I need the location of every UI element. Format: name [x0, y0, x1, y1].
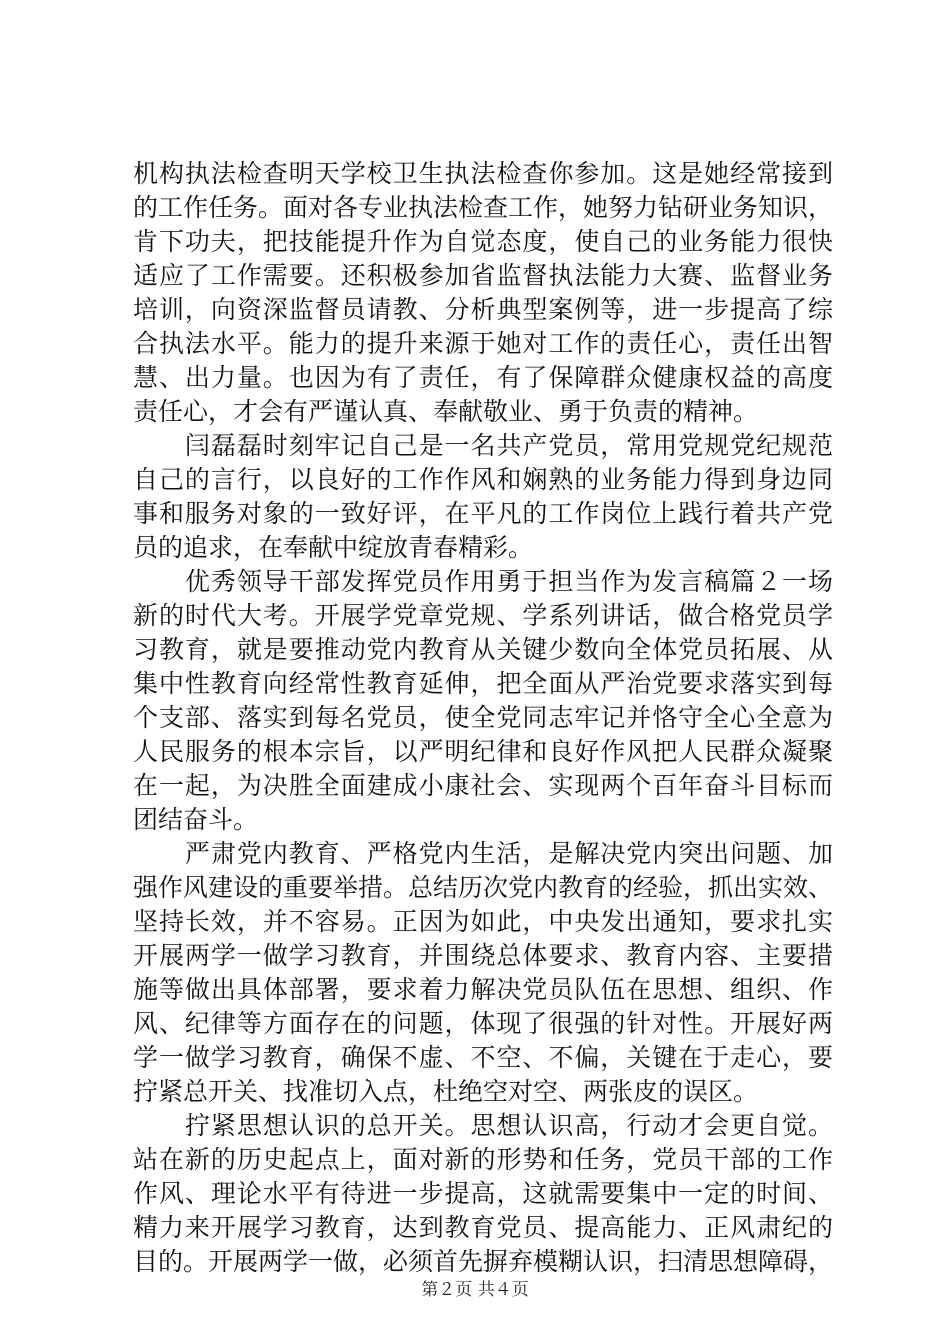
- text-line: 目的。开展两学一做，必须首先摒弃模糊认识，扫清思想障碍，: [133, 1247, 834, 1276]
- text-line: 新的时代大考。开展学党章党规、学系列讲话，做合格党员学: [133, 601, 833, 630]
- text-line: 在一起，为决胜全面建成小康社会、实现两个百年奋斗目标而: [133, 771, 833, 800]
- text-line: 坚持长效，并不容易。正因为如此，中央发出通知，要求扎实: [133, 907, 833, 936]
- text-line: 拧紧总开关、找准切入点，杜绝空对空、两张皮的误区。: [133, 1077, 759, 1106]
- page-footer: [0, 1275, 950, 1300]
- page-number: 第２页 共４页: [421, 1280, 529, 1300]
- text-line: 自己的言行，以良好的工作作风和娴熟的业务能力得到身边同: [133, 465, 833, 494]
- text-line: 施等做出具体部署，要求着力解决党员队伍在思想、组织、作: [133, 975, 833, 1004]
- text-line: 站在新的历史起点上，面对新的形势和任务，党员干部的工作: [133, 1145, 833, 1174]
- text-line: 开展两学一做学习教育，并围绕总体要求、教育内容、主要措: [133, 941, 833, 970]
- text-line: 的工作任务。面对各专业执法检查工作，她努力钻研业务知识，: [133, 193, 834, 222]
- text-line: 适应了工作需要。还积极参加省监督执法能力大赛、监督业务: [133, 261, 833, 290]
- text-line: 强作风建设的重要举措。总结历次党内教育的经验，抓出实效、: [133, 873, 834, 902]
- text-line: 合执法水平。能力的提升来源于她对工作的责任心，责任出智: [133, 329, 833, 358]
- text-line: 责任心，才会有严谨认真、奉献敬业、勇于负责的精神。: [133, 397, 759, 426]
- text-line: 学一做学习教育，确保不虚、不空、不偏，关键在于走心，要: [133, 1043, 833, 1072]
- text-line: 团结奋斗。: [133, 805, 259, 834]
- text-line: 习教育，就是要推动党内教育从关键少数向全体党员拓展、从: [133, 635, 833, 664]
- text-line: 个支部、落实到每名党员，使全党同志牢记并恪守全心全意为: [133, 703, 833, 732]
- text-line: 人民服务的根本宗旨，以严明纪律和良好作风把人民群众凝聚: [133, 737, 833, 766]
- text-line: 集中性教育向经常性教育延伸，把全面从严治党要求落实到每: [133, 669, 833, 698]
- text-line: 拧紧思想认识的总开关。思想认识高，行动才会更自觉。: [133, 1111, 833, 1140]
- text-line: 闫磊磊时刻牢记自己是一名共产党员，常用党规党纪规范: [133, 431, 833, 460]
- text-line: 精力来开展学习教育，达到教育党员、提高能力、正风肃纪的: [133, 1213, 833, 1242]
- text-line: 员的追求，在奉献中绽放青春精彩。: [133, 533, 534, 562]
- text-line: 慧、出力量。也因为有了责任，有了保障群众健康权益的高度: [133, 363, 833, 392]
- text-line: 培训，向资深监督员请教、分析典型案例等，进一步提高了综: [133, 295, 833, 324]
- text-line: 作风、理论水平有待进一步提高，这就需要集中一定的时间、: [133, 1179, 833, 1208]
- text-line: 优秀领导干部发挥党员作用勇于担当作为发言稿篇２一场: [133, 567, 833, 596]
- text-line: 机构执法检查明天学校卫生执法检查你参加。这是她经常接到: [133, 159, 833, 188]
- text-line: 事和服务对象的一致好评，在平凡的工作岗位上践行着共产党: [133, 499, 833, 528]
- body-text: [133, 157, 833, 1279]
- text-line: 严肃党内教育、严格党内生活，是解决党内突出问题、加: [133, 839, 833, 868]
- text-line: 风、纪律等方面存在的问题，体现了很强的针对性。开展好两: [133, 1009, 833, 1038]
- text-line: 肯下功夫，把技能提升作为自觉态度，使自己的业务能力很快: [133, 227, 833, 256]
